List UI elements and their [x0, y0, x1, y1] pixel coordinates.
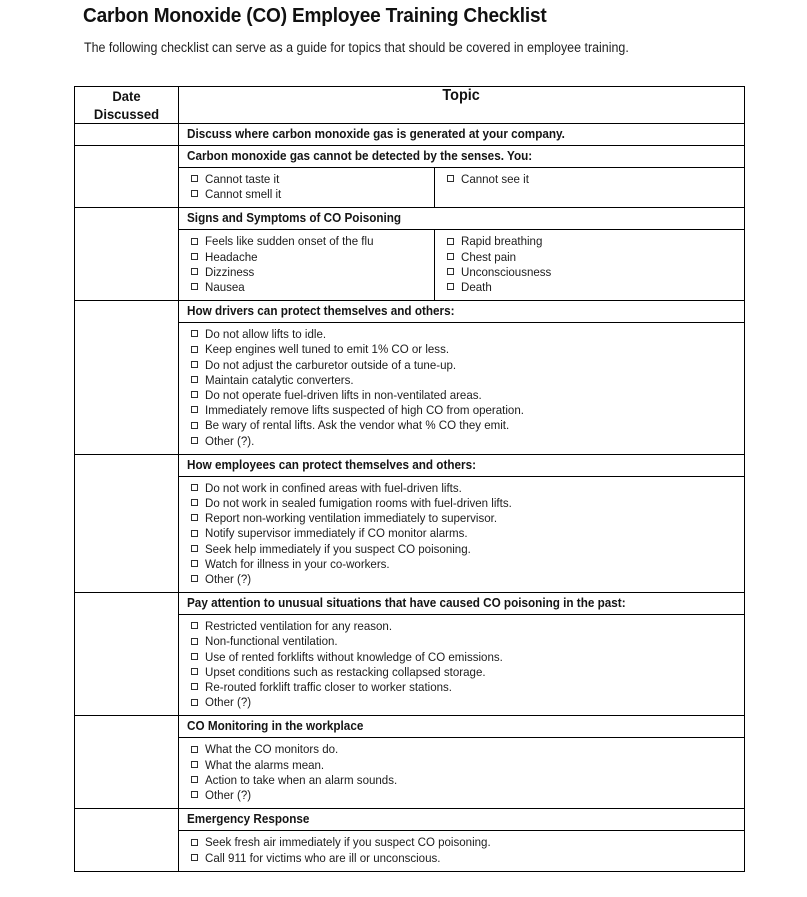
checkbox-icon[interactable]: [191, 653, 198, 660]
column-header-date-line2: Discussed: [93, 106, 160, 122]
checklist-item-label: Do not work in sealed fumigation rooms with fuel-driven lifts.: [205, 496, 512, 511]
checklist-item[interactable]: [179, 557, 744, 572]
checklist-item-label: Keep engines well tuned to emit 1% CO or less.: [205, 342, 450, 357]
section-body: [179, 615, 744, 715]
checklist-item-label: Immediately remove lifts suspected of high CO from operation.: [205, 403, 524, 418]
checklist-item-list: [179, 172, 434, 202]
checklist-item[interactable]: [179, 572, 744, 587]
table-row: [75, 716, 745, 809]
checklist-item[interactable]: [179, 851, 744, 866]
checklist-item-label: Other (?).: [205, 433, 255, 448]
section-heading-label: Emergency Response: [187, 812, 310, 827]
table-row: [75, 454, 745, 592]
checklist-item-list: [435, 234, 744, 295]
checklist-item[interactable]: [179, 187, 434, 202]
section-heading: [179, 809, 744, 831]
checklist-item[interactable]: [179, 511, 744, 526]
date-discussed-cell[interactable]: [75, 124, 179, 146]
checkbox-icon[interactable]: [191, 376, 198, 383]
section-heading-label: CO Monitoring in the workplace: [187, 719, 364, 734]
checklist-item[interactable]: [179, 250, 434, 265]
section-column-left: [179, 168, 435, 207]
table-row: [75, 593, 745, 716]
checkbox-icon[interactable]: [191, 575, 198, 582]
checklist-item-label: Nausea: [205, 280, 245, 295]
checklist-item[interactable]: [179, 496, 744, 511]
checklist-item-label: Rapid breathing: [461, 234, 543, 249]
checklist-item-list: [179, 835, 744, 865]
checkbox-icon[interactable]: [191, 391, 198, 398]
checklist-item-label: Chest pain: [461, 249, 517, 264]
section-body-two-column: [179, 168, 744, 207]
checklist-item[interactable]: [179, 619, 744, 634]
checkbox-icon[interactable]: [447, 283, 454, 290]
checklist-item[interactable]: [179, 542, 744, 557]
checkbox-icon[interactable]: [191, 422, 198, 429]
checklist-item-label: Non-functional ventilation.: [205, 634, 338, 649]
checkbox-icon[interactable]: [191, 791, 198, 798]
checklist-item-list: [179, 481, 744, 587]
checklist-item-label: What the CO monitors do.: [205, 742, 339, 757]
checklist-item[interactable]: [179, 434, 744, 449]
section-heading: [179, 716, 744, 738]
topic-section-cell: [179, 301, 745, 455]
checklist-item[interactable]: [179, 835, 744, 850]
checkbox-icon[interactable]: [447, 238, 454, 245]
checklist-item[interactable]: [179, 265, 434, 280]
checkbox-icon[interactable]: [191, 238, 198, 245]
checklist-item-list: [179, 619, 744, 710]
checkbox-icon[interactable]: [191, 560, 198, 567]
table-row: [75, 124, 745, 146]
checkbox-icon[interactable]: [191, 545, 198, 552]
checkbox-icon[interactable]: [191, 761, 198, 768]
checklist-item[interactable]: [179, 418, 744, 433]
checklist-item[interactable]: [179, 234, 434, 249]
checkbox-icon[interactable]: [191, 253, 198, 260]
column-header-date-line1: Date: [112, 88, 141, 104]
checklist-item[interactable]: [435, 280, 744, 295]
section-body-two-column: [179, 230, 744, 300]
checklist-item-list: [435, 172, 744, 187]
checklist-item-label: Use of rented forklifts without knowledge of CO emissions.: [205, 649, 503, 664]
checklist-item-label: Do not operate fuel-driven lifts in non-ventilated areas.: [205, 388, 482, 403]
section-heading-label: Signs and Symptoms of CO Poisoning: [187, 211, 402, 226]
checkbox-icon[interactable]: [191, 346, 198, 353]
checklist-item-label: Other (?): [205, 695, 252, 710]
checklist-item[interactable]: [435, 172, 744, 187]
column-header-date-discussed: [75, 87, 179, 124]
section-heading: [179, 124, 744, 145]
section-body: [179, 477, 744, 592]
checkbox-icon[interactable]: [191, 776, 198, 783]
checklist-item[interactable]: [179, 280, 434, 295]
date-discussed-cell[interactable]: [75, 716, 179, 809]
checkbox-icon[interactable]: [191, 190, 198, 197]
date-discussed-cell[interactable]: [75, 208, 179, 301]
checklist-item-label: Notify supervisor immediately if CO monitor alarms.: [205, 526, 468, 541]
checkbox-icon[interactable]: [447, 175, 454, 182]
checklist-item[interactable]: [435, 250, 744, 265]
column-header-topic: [179, 87, 745, 124]
checklist-item-label: Restricted ventilation for any reason.: [205, 619, 393, 634]
checklist-item-label: Other (?): [205, 572, 252, 587]
checkbox-icon[interactable]: [191, 330, 198, 337]
checkbox-icon[interactable]: [191, 499, 198, 506]
table-row: [75, 809, 745, 871]
checklist-item[interactable]: [179, 650, 744, 665]
checklist-item[interactable]: [435, 234, 744, 249]
section-body: [179, 831, 744, 870]
checklist-item-label: Watch for illness in your co-workers.: [205, 556, 390, 571]
section-heading-label: How employees can protect themselves and others:: [187, 457, 476, 472]
checklist-item-label: Cannot smell it: [205, 187, 282, 202]
checklist-item[interactable]: [179, 481, 744, 496]
section-heading: [179, 455, 744, 477]
checklist-item[interactable]: [179, 388, 744, 403]
checklist-item[interactable]: [435, 265, 744, 280]
checklist-item[interactable]: [179, 342, 744, 357]
checkbox-icon[interactable]: [191, 854, 198, 861]
checkbox-icon[interactable]: [191, 514, 198, 521]
date-discussed-cell[interactable]: [75, 809, 179, 871]
checklist-item[interactable]: [179, 742, 744, 757]
table-body: [75, 124, 745, 872]
section-heading: [179, 146, 744, 168]
checklist-item[interactable]: [179, 403, 744, 418]
page-subtitle: The following checklist can serve as a guide for topics that should be covered in employee training.: [84, 40, 629, 55]
section-heading-label: Pay attention to unusual situations that have caused CO poisoning in the past:: [187, 596, 626, 611]
checklist-item-label: Call 911 for victims who are ill or unconscious.: [205, 850, 441, 865]
checklist-item-label: Seek help immediately if you suspect CO poisoning.: [205, 541, 471, 556]
checkbox-icon[interactable]: [191, 484, 198, 491]
checklist-table: [74, 86, 745, 872]
checkbox-icon[interactable]: [191, 283, 198, 290]
table-row: [75, 301, 745, 455]
checkbox-icon[interactable]: [191, 638, 198, 645]
checklist-item[interactable]: [179, 680, 744, 695]
checklist-item-label: Cannot taste it: [205, 172, 280, 186]
checkbox-icon[interactable]: [191, 839, 198, 846]
checkbox-icon[interactable]: [447, 268, 454, 275]
section-heading-label: Carbon monoxide gas cannot be detected by the senses. You:: [187, 149, 533, 163]
checkbox-icon[interactable]: [191, 406, 198, 413]
page-title: Carbon Monoxide (CO) Employee Training Checklist: [83, 4, 547, 27]
checklist-item-label: Cannot see it: [461, 172, 529, 186]
checklist-item-label: Do not adjust the carburetor outside of a tune-up.: [205, 357, 457, 372]
column-header-topic-label: Topic: [442, 87, 481, 104]
checkbox-icon[interactable]: [191, 437, 198, 444]
section-heading: [179, 593, 744, 615]
checklist-item[interactable]: [179, 373, 744, 388]
checklist-item[interactable]: [179, 358, 744, 373]
checklist-item-label: Feels like sudden onset of the flu: [205, 234, 374, 249]
checkbox-icon[interactable]: [191, 699, 198, 706]
checklist-item-label: Dizziness: [205, 264, 255, 279]
date-discussed-cell[interactable]: [75, 454, 179, 592]
checkbox-icon[interactable]: [191, 361, 198, 368]
checklist-item[interactable]: [179, 788, 744, 803]
checklist-item[interactable]: [179, 665, 744, 680]
checklist-item-label: Re-routed forklift traffic closer to worker stations.: [205, 680, 452, 695]
topic-section-cell: [179, 716, 745, 809]
checklist-item[interactable]: [179, 758, 744, 773]
date-discussed-cell[interactable]: [75, 146, 179, 208]
section-heading: [179, 301, 744, 323]
topic-section-cell: [179, 208, 745, 301]
date-discussed-cell[interactable]: [75, 593, 179, 716]
checklist-item-label: Other (?): [205, 788, 252, 803]
checklist-item-label: Headache: [205, 249, 258, 264]
topic-section-cell: [179, 593, 745, 716]
topic-section-cell: [179, 809, 745, 871]
topic-section-cell: [179, 454, 745, 592]
section-heading-label: How drivers can protect themselves and others:: [187, 304, 455, 319]
checkbox-icon[interactable]: [191, 746, 198, 753]
checklist-item-label: Report non-working ventilation immediately to supervisor.: [205, 511, 498, 526]
section-body: [179, 323, 744, 454]
section-heading: [179, 208, 744, 230]
checkbox-icon[interactable]: [191, 622, 198, 629]
checklist-item[interactable]: [179, 172, 434, 187]
checklist-item-label: Seek fresh air immediately if you suspect CO poisoning.: [205, 835, 491, 850]
checklist-item-label: Maintain catalytic converters.: [205, 372, 354, 387]
checkbox-icon[interactable]: [447, 253, 454, 260]
checkbox-icon[interactable]: [191, 668, 198, 675]
checkbox-icon[interactable]: [191, 530, 198, 537]
table-row: [75, 146, 745, 208]
checklist-item-list: [179, 234, 434, 295]
checkbox-icon[interactable]: [191, 683, 198, 690]
section-body: [179, 738, 744, 808]
section-column-right: [435, 168, 744, 207]
checklist-item[interactable]: [179, 327, 744, 342]
checklist-item[interactable]: [179, 634, 744, 649]
checklist-item-list: [179, 742, 744, 803]
checklist-item-list: [179, 327, 744, 449]
checklist-item-label: Action to take when an alarm sounds.: [205, 772, 398, 787]
table-header-row: [75, 87, 745, 124]
checklist-item-label: What the alarms mean.: [205, 757, 325, 772]
checklist-item[interactable]: [179, 773, 744, 788]
table-row: [75, 208, 745, 301]
checkbox-icon[interactable]: [191, 268, 198, 275]
checklist-item-label: Do not work in confined areas with fuel-driven lifts.: [205, 480, 462, 495]
section-heading-label: Discuss where carbon monoxide gas is generated at your company.: [187, 127, 565, 141]
section-column-left: [179, 230, 435, 300]
checklist-item-label: Upset conditions such as restacking collapsed storage.: [205, 664, 486, 679]
checklist-item-label: Death: [461, 280, 492, 295]
checklist-item-label: Do not allow lifts to idle.: [205, 327, 327, 342]
topic-section-cell: [179, 146, 745, 208]
checklist-item[interactable]: [179, 695, 744, 710]
checklist-item[interactable]: [179, 526, 744, 541]
checklist-item-label: Be wary of rental lifts. Ask the vendor what % CO they emit.: [205, 418, 510, 433]
checklist-item-label: Unconsciousness: [461, 264, 552, 279]
date-discussed-cell[interactable]: [75, 301, 179, 455]
topic-section-cell: [179, 124, 745, 146]
section-column-right: [435, 230, 744, 300]
checkbox-icon[interactable]: [191, 175, 198, 182]
